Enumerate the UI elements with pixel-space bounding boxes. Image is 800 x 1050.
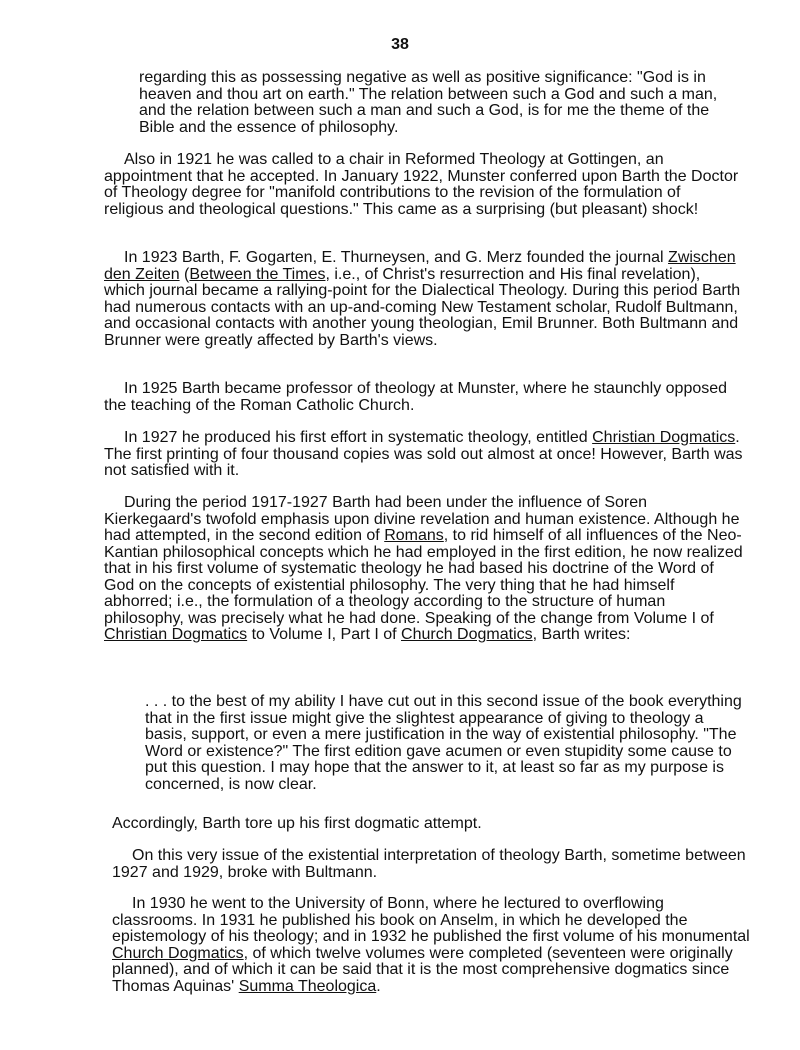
paragraph-text: . xyxy=(376,977,381,995)
paragraph-text: During the period 1917-1927 Barth had been under the influence of Soren Kierkegaard's twofold emphasis upon divine revelation and human existence. Although he had attempted, in the second edition of xyxy=(104,494,740,544)
paragraph-text: to Volume I, Part I of xyxy=(247,626,402,643)
paragraph-bultmann xyxy=(112,848,752,881)
paragraph-tore-up: Accordingly, Barth tore up his first dogmatic attempt. xyxy=(112,815,482,832)
paragraph-text: In 1927 he produced his first effort in systematic theology, entitled xyxy=(124,429,593,446)
paragraph-kierkegaard xyxy=(104,495,744,644)
block-quote: . . . to the best of my ability I have cut out in this second issue of the book everything that in the first issue might give the slightest appearance of giving to theology a basis, support, or even a mere justification in the way of existential philosophy. "The Word or existence?" The first edition gave acumen or even stupidity some cause to put this question. I may hope that the answer to it, at least so far as my purpose is concerned, is now clear. xyxy=(145,693,742,793)
paragraph-gottingen xyxy=(104,152,744,218)
underlined-title: Between the Times xyxy=(189,265,326,283)
paragraph-text: , of which twelve volumes were completed (seventeen were originally planned), and of which it can be said that it is the most comprehensive dogmatics since Thomas Aquinas' xyxy=(112,944,733,995)
paragraph-text: , i.e., of Christ's resurrection and His final revelation), which journal became a rallying-point for the Dialectical Theology. During this period Barth had numerous contacts with an up-and-coming New Testament scholar, Rudolf Bultmann, and occasional contacts with another young theologian, Emil Brunner. Both Bultmann and Brunner were greatly affected by Barth's views. xyxy=(104,265,741,349)
underlined-title: Church Dogmatics xyxy=(112,944,244,962)
underlined-title: Christian Dogmatics xyxy=(592,429,736,446)
paragraph-text: , Barth writes: xyxy=(532,626,631,643)
underlined-title: Church Dogmatics xyxy=(401,626,533,643)
paragraph-text: In 1930 he went to the University of Bonn, where he lectured to overflowing classrooms. In 1931 he published his book on Anselm, in which he developed the epistemology of his theology; and in 1932 he published the first volume of his monumental xyxy=(112,895,750,945)
paragraph-text: . The first printing of four thousand copies was sold out almost at once! However, Barth was not satisfied with it. xyxy=(104,429,743,479)
paragraph-text: Also in 1921 he was called to a chair in Reformed Theology at Gottingen, an appointment that he accepted. In January 1922, Munster conferred upon Barth the Doctor of Theology degree for "manifold contributions to the revision of the formulation of religious and theological questions." This came as a surprising (but pleasant) shock! xyxy=(104,151,739,218)
paragraph-bonn xyxy=(112,896,752,995)
paragraph-text: In 1923 Barth, F. Gogarten, E. Thurneysen, and G. Merz founded the journal xyxy=(124,249,664,266)
underlined-title: Summa Theologica xyxy=(238,977,377,995)
block-quote: regarding this as possessing negative as well as positive significance: "God is in heaven and thou art on earth." The relation between such a God and such a man, and the relation between such a man and such a God, is for me the theme of the Bible and the essence of philosophy. xyxy=(139,69,718,136)
paragraph-text: , to rid himself of all influences of the Neo-Kantian philosophical concepts which he had employed in the first edition, he now realized that in his first volume of systematic theology he had based his doctrine of the Word of God on the concepts of existential philosophy. The very thing that he had himself abhorred; i.e., the formulation of a theology according to the structure of human philosophy, was precisely what he had done. Speaking of the change from Volume I of xyxy=(104,527,743,627)
paragraph-text: In 1925 Barth became professor of theology at Munster, where he staunchly opposed the teaching of the Roman Catholic Church. xyxy=(104,380,728,414)
underlined-title: Romans xyxy=(384,527,444,544)
paragraph-munster xyxy=(104,381,744,414)
paragraph-christian-dogmatics xyxy=(104,430,744,480)
paragraph-text: On this very issue of the existential interpretation of theology Barth, sometime between 1927 and 1929, broke with Bultmann. xyxy=(112,847,746,881)
page-number: 38 xyxy=(391,36,409,53)
paragraph-zwischen-den-zeiten xyxy=(104,250,744,349)
underlined-title: Christian Dogmatics xyxy=(104,626,248,643)
paragraph-text: ( xyxy=(179,265,190,283)
underlined-title: Zwischen den Zeiten xyxy=(104,249,736,283)
